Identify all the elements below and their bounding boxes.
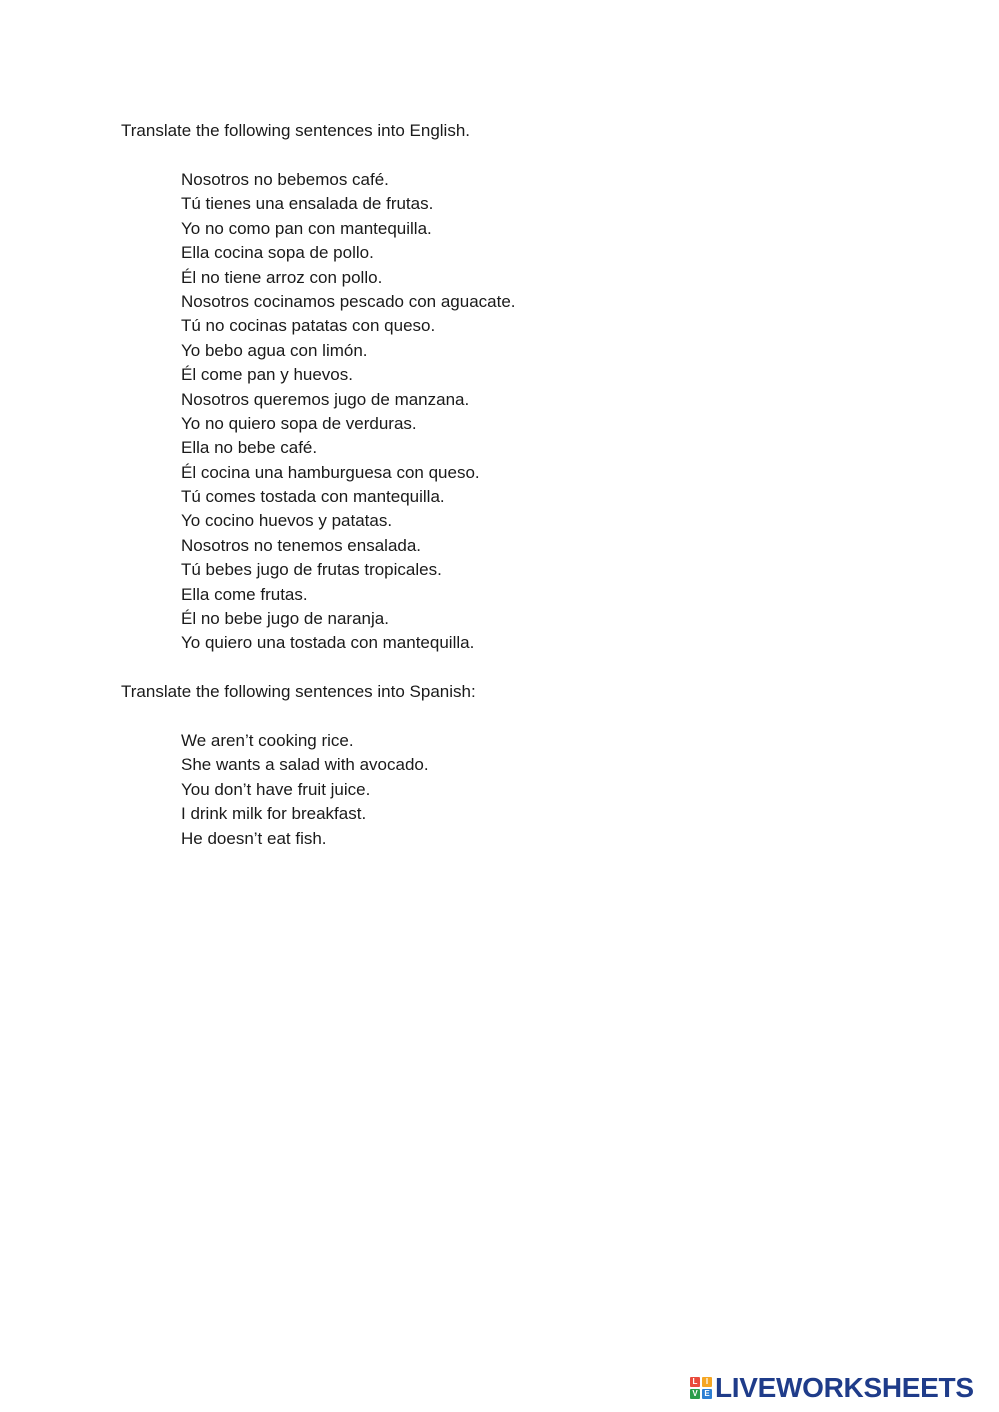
item-sentence: Él no tiene arroz con pollo. (181, 267, 383, 287)
item-sentence: Nosotros no tenemos ensalada. (181, 535, 422, 555)
logo-mark-icon (690, 1377, 712, 1399)
logo-mark-square: L (690, 1377, 700, 1387)
item-sentence: Nosotros no bebemos café. (181, 170, 389, 189)
item-sentence: Tú comes tostada con mantequilla. (181, 487, 445, 507)
item-sentence: Él no bebe jugo de naranja. (181, 609, 389, 629)
item-sentence: I drink milk for breakfast. (181, 804, 367, 824)
item-sentence: Ella no bebe café. (181, 438, 318, 458)
item-sentence: Tú tienes una ensalada de frutas. (181, 194, 434, 214)
item-sentence: She wants a salad with avocado. (181, 755, 429, 775)
instruction-spanish: Translate the following sentences into Spanish: (121, 682, 476, 701)
item-sentence: We aren’t cooking rice. (181, 731, 354, 750)
logo-mark-square: I (702, 1377, 712, 1387)
item-sentence: Nosotros queremos jugo de manzana. (181, 389, 470, 409)
item-sentence: Yo quiero una tostada con mantequilla. (181, 633, 475, 653)
item-sentence: Él come pan y huevos. (181, 365, 353, 385)
item-sentence: Ella cocina sopa de pollo. (181, 243, 374, 263)
item-sentence: Yo cocino huevos y patatas. (181, 511, 393, 531)
logo-text: LIVEWORKSHEETS (715, 1372, 974, 1403)
item-sentence: Ella come frutas. (181, 584, 308, 604)
item-sentence: Yo bebo agua con limón. (181, 340, 368, 360)
item-sentence: You don’t have fruit juice. (181, 779, 371, 799)
instruction-english: Translate the following sentences into English. (121, 121, 471, 140)
item-sentence: Él cocina una hamburguesa con queso. (181, 462, 480, 482)
liveworksheets-logo (690, 1371, 974, 1405)
item-sentence: Tú no cocinas patatas con queso. (181, 316, 436, 336)
logo-mark-square: V (690, 1389, 700, 1399)
item-sentence: Yo no como pan con mantequilla. (181, 218, 432, 238)
item-sentence: Nosotros cocinamos pescado con aguacate. (181, 291, 516, 311)
item-sentence: Tú bebes jugo de frutas tropicales. (181, 560, 442, 580)
item-sentence: Yo no quiero sopa de verduras. (181, 413, 417, 433)
logo-mark-square: E (702, 1389, 712, 1399)
item-sentence: He doesn’t eat fish. (181, 828, 327, 848)
